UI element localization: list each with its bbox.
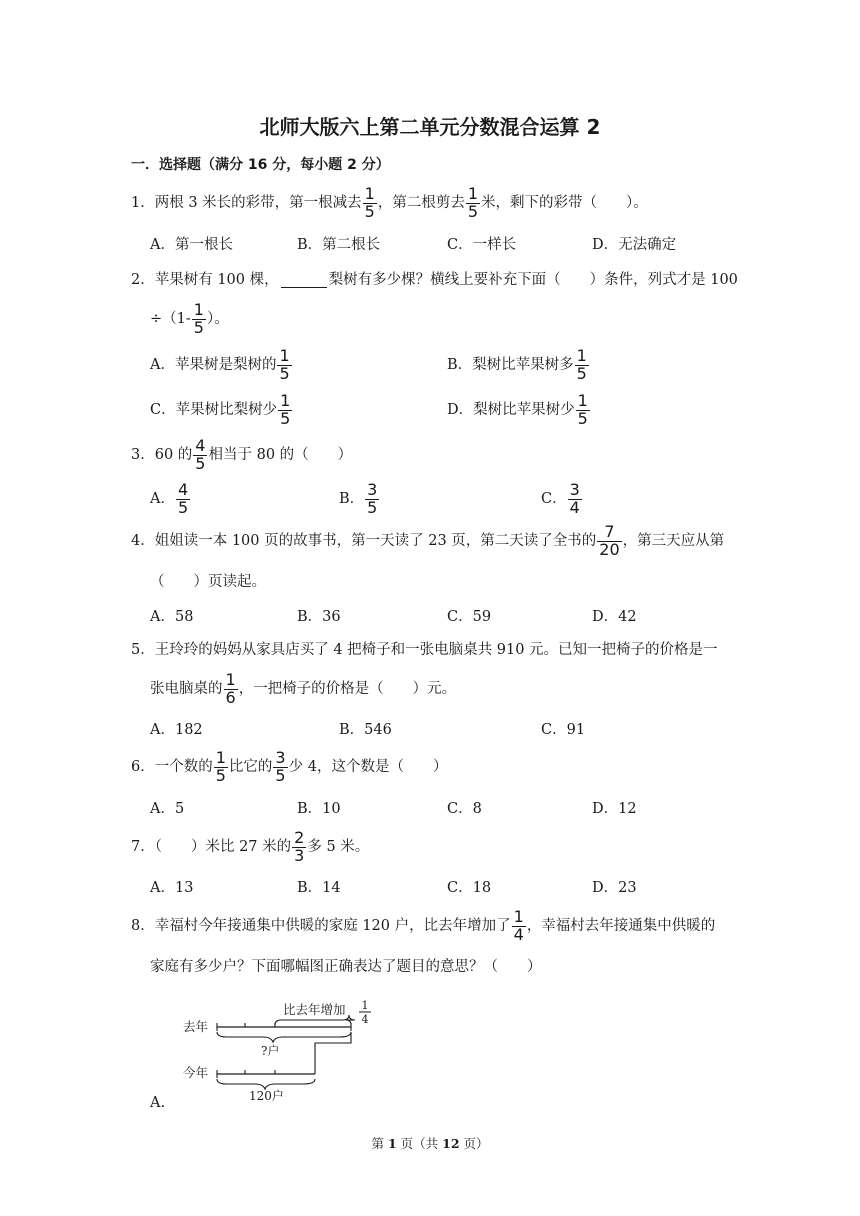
q7-option-a[interactable]: A．13 [150,880,194,896]
footer-page-number: 1 [387,1136,397,1151]
q4-option-b[interactable]: B．36 [297,609,341,625]
q2-option-c-label: C．苹果树比梨树少 [150,402,278,419]
q1-fraction-2: $\frac{1}{5}$ [467,184,479,221]
question-8-stem [131,909,715,944]
footer-prefix: 第 [371,1136,388,1151]
fig-connector [315,1032,351,1074]
q8-text-1: 8．幸福村今年接通集中供暖的家庭 120 户，比去年增加了 [131,918,511,935]
q6-option-a[interactable]: A．5 [150,801,185,817]
question-1-stem [131,186,648,221]
q1-option-d[interactable]: D．无法确定 [592,237,677,253]
q5-option-c[interactable]: C．91 [541,722,586,738]
q6-text-2: 比它的 [228,759,273,776]
fig-120-label: 120户 [249,1089,284,1102]
q4-option-d[interactable]: D．42 [592,609,637,625]
section-heading: 一．选择题（满分 16 分，每小题 2 分） [131,157,390,173]
q6-text-1: 6．一个数的 [131,759,213,776]
q7-option-d[interactable]: D．23 [592,880,637,896]
q2-option-d-label: D．梨树比苹果树少 [447,402,575,419]
q6-fraction-1: $\frac{1}{5}$ [215,748,226,785]
q1-option-a[interactable]: A．第一根长 [150,237,233,253]
q2-blank [281,273,327,288]
q4-fraction: $\frac{7}{20}$ [599,522,620,559]
q2-formula-text-2: ）。 [206,311,229,328]
page-title: 北师大版六上第二单元分数混合运算 2 [259,115,601,139]
q2-text-2: 梨树有多少棵？横线上要补充下面（ ）条件，列式才是 100 [328,272,738,289]
q2-option-b-fraction: $\frac{1}{5}$ [576,346,587,383]
q2-option-b[interactable] [447,348,590,383]
q5-text-2: ，一把椅子的价格是（ ）元。 [238,681,457,698]
q6-fraction-2: $\frac{3}{5}$ [275,748,286,785]
fig-fraction-denominator: 4 [361,1013,369,1026]
q3-option-c-fraction: $\frac{3}{4}$ [569,480,580,517]
question-6-stem [131,750,447,785]
q2-option-b-label: B．梨树比苹果树多 [447,357,574,374]
q3-option-a[interactable] [150,482,191,517]
q3-option-c[interactable] [541,482,583,517]
q2-formula-text-1: ÷（1- [150,311,191,328]
q5-option-b[interactable]: B．546 [339,722,392,738]
q3-option-a-fraction: $\frac{4}{5}$ [177,480,189,517]
q4-option-c[interactable]: C．59 [447,609,492,625]
q8-text-2: ，幸福村去年接通集中供暖的 [526,918,716,935]
fig-last-year-label: 去年 [183,1019,209,1034]
footer-suffix: 页） [459,1136,489,1151]
footer-total-pages: 12 [442,1136,460,1151]
fig-this-year-label: 今年 [183,1065,209,1080]
q1-text-1: 1．两根 3 米长的彩带，第一根减去 [131,195,362,212]
q2-option-a[interactable] [150,348,293,383]
fig-this-year-brace [217,1079,315,1089]
q4-text-2: ，第三天应从第 [622,533,725,550]
question-5-line-2 [150,672,456,707]
q1-option-b[interactable]: B．第二根长 [297,237,381,253]
q7-option-b[interactable]: B．14 [297,880,341,896]
q3-option-b-fraction: $\frac{3}{5}$ [367,480,378,517]
q1-text-3: 米，剩下的彩带（ ）。 [481,195,648,212]
q4-text-3: （ ）页读起。 [150,574,266,590]
q2-option-a-fraction: $\frac{1}{5}$ [279,346,290,383]
question-3-stem [131,438,352,473]
q1-fraction-1: $\frac{1}{5}$ [364,184,375,221]
q8-fraction: $\frac{1}{4}$ [513,907,524,944]
q3-fraction: $\frac{4}{5}$ [195,436,206,473]
q1-text-2: ，第二根剪去 [377,195,465,212]
footer-middle: 页（共 [396,1136,443,1151]
q2-option-d-fraction: $\frac{1}{5}$ [577,391,588,428]
q7-fraction: $\frac{2}{3}$ [294,828,305,865]
q2-option-c-fraction: $\frac{1}{5}$ [280,391,291,428]
q6-option-c[interactable]: C．8 [447,801,482,817]
q3-option-c-label: C． [541,491,567,508]
q5-text-1: 张电脑桌的 [150,681,223,698]
q2-text-1: 2．苹果树有 100 棵， [131,272,279,289]
q2-option-c[interactable] [150,393,293,428]
fig-question-label: ?户 [261,1044,280,1058]
q3-text-1: 3．60 的 [131,447,193,464]
q7-text-2: 多 5 米。 [307,839,370,856]
q3-option-a-label: A． [150,491,175,508]
question-5-stem: 5．王玲玲的妈妈从家具店买了 4 把椅子和一张电脑桌共 910 元。已知一把椅子的价格是一 [131,642,718,658]
fig-fraction-numerator: 1 [361,999,369,1012]
q5-option-a[interactable]: A．182 [150,722,203,738]
q3-text-2: 相当于 80 的（ ） [208,447,353,464]
q6-option-d[interactable]: D．12 [592,801,637,817]
q1-option-c[interactable]: C．一样长 [447,237,517,253]
q4-text-1: 4．姐姐读一本 100 页的故事书，第一天读了 23 页，第二天读了全书的 [131,533,597,550]
q7-option-c[interactable]: C．18 [447,880,492,896]
q3-option-b[interactable] [339,482,380,517]
q7-text-1: 7．（ ）米比 27 米的 [131,839,292,856]
fig-last-year-brace [217,1032,351,1042]
q3-option-b-label: B． [339,491,365,508]
q2-option-a-label: A．苹果树是梨树的 [150,357,277,374]
q4-option-a[interactable]: A．58 [150,609,194,625]
q2-option-d[interactable] [447,393,591,428]
q6-option-b[interactable]: B．10 [297,801,341,817]
fig-increase-label: 比去年增加 [283,1002,346,1017]
question-4-stem [131,524,724,559]
question-2-stem [131,273,738,288]
page-footer [0,1138,860,1151]
question-7-stem [131,830,369,865]
q5-fraction: $\frac{1}{6}$ [225,670,236,707]
q8-option-a-figure[interactable] [175,996,390,1102]
q8-option-a-label[interactable]: A. [150,1095,166,1111]
q2-formula-fraction: $\frac{1}{5}$ [193,300,204,337]
question-2-formula [150,302,229,337]
q6-text-3: 少 4，这个数是（ ） [288,759,448,776]
q8-text-3: 家庭有多少户？下面哪幅图正确表达了题目的意思？（ ） [150,959,542,975]
